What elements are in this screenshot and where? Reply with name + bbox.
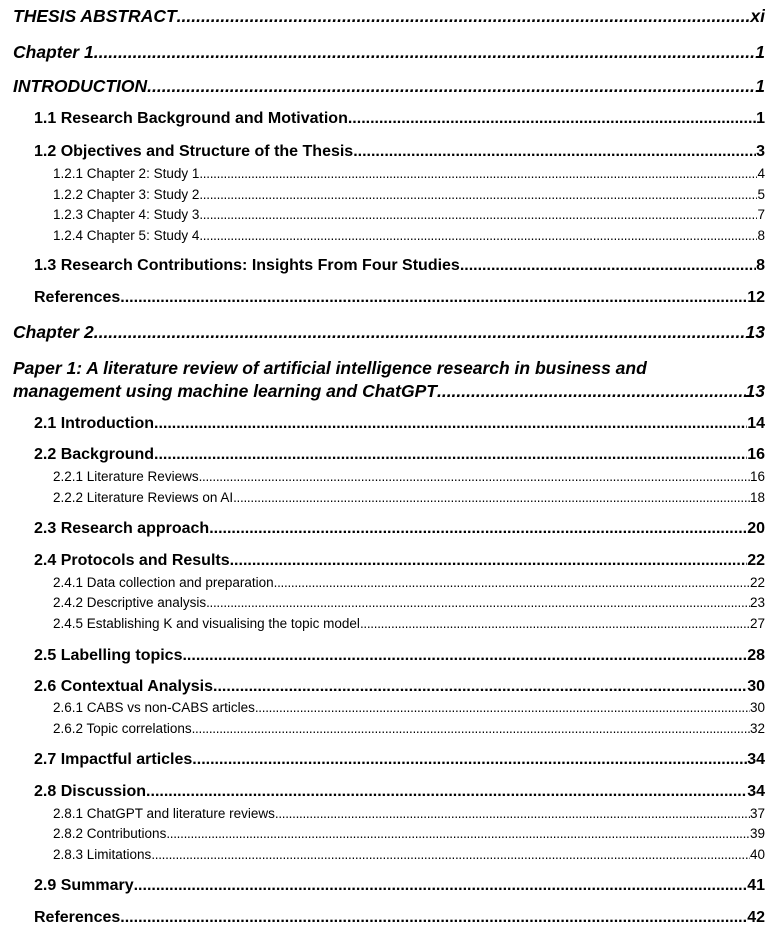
dot-leader bbox=[120, 909, 747, 927]
toc-entry-chapter-2[interactable] bbox=[13, 322, 765, 343]
dot-leader bbox=[177, 6, 751, 27]
toc-entry-title: 2.1 Introduction bbox=[34, 415, 154, 432]
toc-entry-1-2-3[interactable] bbox=[53, 207, 765, 222]
toc-entry-page: 20 bbox=[747, 520, 765, 537]
toc-entry-page: 1 bbox=[755, 76, 765, 96]
toc-entry-page: 30 bbox=[749, 700, 765, 715]
toc-entry-paper-1[interactable] bbox=[13, 381, 765, 402]
toc-entry-title: 2.9 Summary bbox=[34, 877, 134, 894]
dot-leader bbox=[166, 826, 750, 841]
toc-entry-page: 4 bbox=[757, 166, 765, 181]
dot-leader bbox=[206, 595, 750, 610]
toc-entry-2-6[interactable] bbox=[34, 678, 765, 696]
toc-entry-page: 1 bbox=[755, 42, 765, 62]
dot-leader bbox=[460, 257, 756, 275]
dot-leader bbox=[360, 616, 750, 631]
dot-leader bbox=[147, 76, 755, 97]
toc-entry-2-8-1[interactable] bbox=[53, 806, 765, 821]
toc-entry-1-1[interactable] bbox=[34, 110, 765, 128]
toc-entry-1-3[interactable] bbox=[34, 257, 765, 275]
dot-leader bbox=[199, 166, 757, 181]
toc-entry-title: 2.8.2 Contributions bbox=[53, 826, 167, 841]
toc-entry-title: 2.6.1 CABS vs non-CABS articles bbox=[53, 700, 255, 715]
toc-entry-title: 2.7 Impactful articles bbox=[34, 751, 193, 768]
toc-entry-page: 30 bbox=[747, 678, 765, 695]
toc-entry-page: 42 bbox=[747, 909, 765, 926]
toc-entry-2-3[interactable] bbox=[34, 520, 765, 538]
dot-leader bbox=[255, 700, 750, 715]
toc-entry-title: 2.2 Background bbox=[34, 446, 155, 463]
toc-entry-1-2[interactable] bbox=[34, 143, 765, 161]
toc-entry-title: THESIS ABSTRACT bbox=[13, 6, 177, 26]
toc-entry-2-6-2[interactable] bbox=[53, 721, 765, 736]
toc-entry-2-2-2[interactable] bbox=[53, 490, 765, 505]
toc-entry-page: 5 bbox=[757, 187, 765, 202]
toc-entry-title: Chapter 2. bbox=[13, 322, 99, 342]
toc-entry-page: 8 bbox=[756, 257, 765, 274]
dot-leader bbox=[233, 490, 750, 505]
toc-entry-page: 13 bbox=[745, 381, 765, 401]
toc-entry-title: 2.8.1 ChatGPT and literature reviews bbox=[53, 806, 275, 821]
toc-entry-title: Chapter 1. bbox=[13, 42, 99, 62]
toc-entry-1-2-2[interactable] bbox=[53, 187, 765, 202]
toc-entry-title: 2.4.2 Descriptive analysis bbox=[53, 595, 207, 610]
toc-entry-page: 18 bbox=[749, 490, 765, 505]
dot-leader bbox=[353, 143, 756, 161]
dot-leader bbox=[134, 877, 748, 895]
toc-entry-title: 2.5 Labelling topics bbox=[34, 647, 183, 664]
toc-entry-page: 41 bbox=[747, 877, 765, 894]
toc-entry-2-8-3[interactable] bbox=[53, 847, 765, 862]
toc-entry-references-2[interactable] bbox=[34, 909, 765, 927]
toc-entry-page: 40 bbox=[749, 847, 765, 862]
toc-entry-2-9[interactable] bbox=[34, 877, 765, 895]
toc-entry-2-2-1[interactable] bbox=[53, 469, 765, 484]
toc-entry-page: 27 bbox=[749, 616, 765, 631]
dot-leader bbox=[192, 721, 750, 736]
dot-leader bbox=[146, 783, 747, 801]
toc-entry-page: 1 bbox=[756, 110, 765, 127]
toc-entry-page: 23 bbox=[749, 595, 765, 610]
dot-leader bbox=[209, 520, 747, 538]
toc-entry-page: 7 bbox=[757, 207, 765, 222]
toc-entry-page: 16 bbox=[747, 446, 765, 463]
toc-entry-title: 1.2.4 Chapter 5: Study 4 bbox=[53, 228, 200, 243]
toc-entry-2-4-1[interactable] bbox=[53, 575, 765, 590]
toc-entry-title: 2.8 Discussion bbox=[34, 783, 147, 800]
toc-entry-2-2[interactable] bbox=[34, 446, 765, 464]
toc-entry-title: 2.2.2 Literature Reviews on AI bbox=[53, 490, 234, 505]
dot-leader bbox=[199, 228, 757, 243]
toc-entry-paper-1-line-1[interactable]: Paper 1: A literature review of artificial intelligence research in business and bbox=[13, 358, 647, 378]
toc-entry-page: 16 bbox=[749, 469, 765, 484]
toc-entry-references-1[interactable] bbox=[34, 289, 765, 307]
dot-leader bbox=[120, 289, 747, 307]
toc-entry-title: 1.2.2 Chapter 3: Study 2 bbox=[53, 187, 200, 202]
toc-entry-1-2-4[interactable] bbox=[53, 228, 765, 243]
toc-entry-page: 8 bbox=[757, 228, 765, 243]
toc-entry-chapter-1[interactable] bbox=[13, 42, 765, 63]
toc-entry-title: References bbox=[34, 289, 121, 306]
toc-entry-2-4[interactable] bbox=[34, 552, 765, 570]
toc-entry-page: 12 bbox=[747, 289, 765, 306]
dot-leader bbox=[154, 415, 747, 433]
toc-entry-title: 2.8.3 Limitations bbox=[53, 847, 152, 862]
toc-entry-2-8[interactable] bbox=[34, 783, 765, 801]
toc-entry-2-8-2[interactable] bbox=[53, 826, 765, 841]
dot-leader bbox=[213, 678, 747, 696]
toc-entry-page: 13 bbox=[745, 322, 765, 342]
toc-entry-2-7[interactable] bbox=[34, 751, 765, 769]
dot-leader bbox=[437, 381, 746, 402]
dot-leader bbox=[99, 42, 756, 63]
dot-leader bbox=[99, 322, 746, 343]
toc-entry-introduction[interactable] bbox=[13, 76, 765, 97]
dot-leader bbox=[199, 469, 750, 484]
toc-entry-page: 28 bbox=[747, 647, 765, 664]
toc-entry-title: 1.2.1 Chapter 2: Study 1 bbox=[53, 166, 200, 181]
toc-entry-page: xi bbox=[750, 6, 765, 26]
toc-entry-title: 1.3 Research Contributions: Insights From Four Studies bbox=[34, 257, 460, 274]
dot-leader bbox=[274, 575, 750, 590]
toc-entry-page: 14 bbox=[747, 415, 765, 432]
toc-entry-page: 34 bbox=[747, 751, 765, 768]
dot-leader bbox=[154, 446, 747, 464]
toc-entry-title: 1.1 Research Background and Motivation bbox=[34, 110, 348, 127]
toc-entry-title: 1.2.3 Chapter 4: Study 3 bbox=[53, 207, 200, 222]
toc-entry-title: management using machine learning and ChatGPT bbox=[13, 381, 437, 401]
dot-leader bbox=[348, 110, 756, 128]
dot-leader bbox=[199, 207, 757, 222]
toc-entry-title: 2.3 Research approach bbox=[34, 520, 210, 537]
dot-leader bbox=[199, 187, 757, 202]
toc-entry-2-4-2[interactable] bbox=[53, 595, 765, 610]
dot-leader bbox=[275, 806, 750, 821]
dot-leader bbox=[151, 847, 750, 862]
toc-entry-page: 22 bbox=[747, 552, 765, 569]
toc-entry-page: 3 bbox=[756, 143, 765, 160]
toc-entry-2-1[interactable] bbox=[34, 415, 765, 433]
toc-entry-page: 39 bbox=[749, 826, 765, 841]
toc-entry-page: 37 bbox=[749, 806, 765, 821]
toc-entry-title: References bbox=[34, 909, 121, 926]
toc-entry-page: 34 bbox=[747, 783, 765, 800]
dot-leader bbox=[192, 751, 747, 769]
toc-entry-1-2-1[interactable] bbox=[53, 166, 765, 181]
toc-entry-page: 32 bbox=[749, 721, 765, 736]
toc-entry-title: INTRODUCTION bbox=[13, 76, 148, 96]
toc-entry-title: 2.6.2 Topic correlations bbox=[53, 721, 192, 736]
dot-leader bbox=[230, 552, 748, 570]
toc-entry-page: 22 bbox=[749, 575, 765, 590]
toc-entry-title: 2.2.1 Literature Reviews bbox=[53, 469, 199, 484]
toc-entry-title: 1.2 Objectives and Structure of the Thesis bbox=[34, 143, 354, 160]
toc-entry-title: 2.4.1 Data collection and preparation bbox=[53, 575, 274, 590]
toc-entry-title: 2.6 Contextual Analysis bbox=[34, 678, 214, 695]
toc-entry-2-4-5[interactable] bbox=[53, 616, 765, 631]
toc-entry-title: 2.4 Protocols and Results bbox=[34, 552, 230, 569]
toc-entry-title: 2.4.5 Establishing K and visualising the topic model bbox=[53, 616, 360, 631]
toc-entry-2-5[interactable] bbox=[34, 647, 765, 665]
dot-leader bbox=[182, 647, 747, 665]
toc-entry-thesis-abstract[interactable] bbox=[13, 6, 765, 27]
toc-entry-2-6-1[interactable] bbox=[53, 700, 765, 715]
